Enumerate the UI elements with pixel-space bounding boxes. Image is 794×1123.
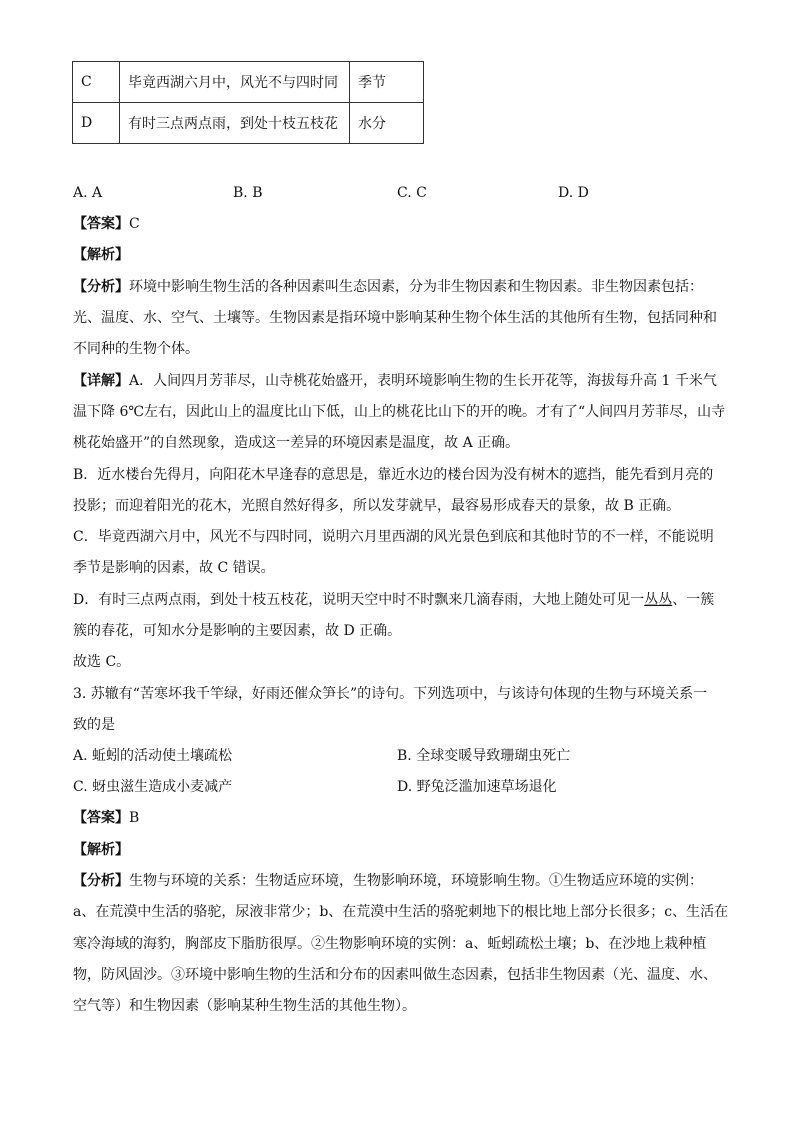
q2-xiangjie-line-8 — [73, 590, 714, 610]
fenxi-tag: 【分析】 — [73, 873, 129, 889]
answer-value: B — [129, 810, 140, 826]
q3-fenxi-line-1 — [73, 871, 703, 891]
analysis-tag: 【解析】 — [73, 247, 129, 263]
q3-fenxi-line-2: a、在荒漠中生活的骆驼，尿液非常少；b、在荒漠中生活的骆驼刺地下的根比地上部分长很多；c、生活在 — [73, 904, 729, 920]
q3-choice-c: C. 蚜虫滋生造成小麦减产 — [73, 779, 233, 795]
analysis-tag: 【解析】 — [73, 842, 129, 858]
q2-xiangjie-line-7: 季节是影响的因素，故 C 错误。 — [73, 560, 275, 576]
q2-choice-d: D. D — [558, 185, 589, 201]
paragraph-text: 生物与环境的关系：生物适应环境，生物影响环境，环境影响生物。①生物适应环境的实例： — [129, 873, 703, 889]
q3-fenxi-line-4: 物，防风固沙。③环境中影响生物的生活和分布的因素叫做生态因素，包括非生物因素（光、温度、水、 — [73, 967, 717, 983]
q2-fenxi-line-2: 光、温度、水、空气、土壤等。生物因素是指环境中影响某种生物个体生活的其他所有生物，包括同种和 — [73, 310, 717, 326]
q3-analysis-tag — [73, 840, 129, 860]
table-row — [73, 103, 424, 144]
q2-fenxi-line-1 — [73, 277, 703, 297]
xiangjie-tag: 【详解】 — [73, 373, 129, 389]
table-cell-factor: 水分 — [350, 103, 424, 144]
table-row — [73, 62, 424, 103]
q2-xiangjie-line-1 — [73, 371, 717, 391]
answer-tag: 【答案】 — [73, 810, 129, 826]
underlined-text: 丛丛 — [644, 592, 673, 608]
paragraph-text: D．有时三点两点雨，到处十枝五枝花，说明天空中时不时飘来几滴春雨，大地上随处可见一 — [73, 592, 645, 608]
q3-choice-a: A. 蚯蚓的活动使土壤疏松 — [73, 748, 233, 764]
paragraph-text: 环境中影响生物生活的各种因素叫生态因素，分为非生物因素和生物因素。非生物因素包括： — [129, 279, 703, 295]
q2-choice-b: B. B — [233, 185, 263, 201]
q2-answer-line — [73, 214, 140, 234]
q2-fenxi-line-3: 不同种的生物个体。 — [73, 341, 199, 357]
q2-xiangjie-line-5: 投影；而迎着阳光的花木，光照自然好得多，所以发芽就早，最容易形成春天的景象，故 B 正确。 — [73, 498, 681, 514]
q3-fenxi-line-5: 空气等）和生物因素（影响某种生物生活的其他生物）。 — [73, 998, 416, 1014]
q3-stem-line-2: 致的是 — [73, 717, 115, 733]
q2-xiangjie-line-9: 簇的春花，可知水分是影响的主要因素，故 D 正确。 — [73, 623, 402, 639]
q2-analysis-tag — [73, 245, 129, 265]
options-table — [72, 61, 424, 144]
table-cell-letter: D — [73, 103, 120, 144]
table-cell-poem: 毕竟西湖六月中，风光不与四时同 — [120, 62, 350, 103]
paragraph-text: 、一簇 — [672, 592, 715, 608]
table-cell-letter: C — [73, 62, 120, 103]
q3-choice-d: D. 野兔泛滥加速草场退化 — [397, 779, 557, 795]
answer-value: C — [129, 216, 140, 232]
table-cell-factor: 季节 — [350, 62, 424, 103]
q2-conclusion: 故选 C。 — [73, 654, 131, 670]
q3-choice-b: B. 全球变暖导致珊瑚虫死亡 — [397, 748, 571, 764]
q2-choice-a: A. A — [73, 185, 103, 201]
q2-xiangjie-line-3: 桃花始盛开”的自然现象，造成这一差异的环境因素是温度，故 A 正确。 — [73, 435, 520, 451]
fenxi-tag: 【分析】 — [73, 279, 129, 295]
q3-fenxi-line-3: 寒冷海域的海豹，胸部皮下脂肪很厚。②生物影响环境的实例：a、蚯蚓疏松土壤；b、在沙地上栽种植 — [73, 936, 707, 952]
q2-choice-c: C. C — [397, 185, 427, 201]
paragraph-text: A．人间四月芳菲尽，山寺桃花始盛开，表明环境影响生物的生长开花等，海拔每升高 1 千米气 — [129, 373, 717, 389]
q2-xiangjie-line-2: 温下降 6℃左右，因此山上的温度比山下低，山上的桃花比山下的开的晚。才有了“人间四月芳菲尽，山寺 — [73, 404, 726, 420]
q2-xiangjie-line-6: C．毕竟西湖六月中，风光不与四时同，说明六月里西湖的风光景色到底和其他时节的不一样，不能说明 — [73, 529, 714, 545]
q3-answer-line — [73, 808, 139, 828]
answer-tag: 【答案】 — [73, 216, 129, 232]
q2-xiangjie-line-4: B．近水楼台先得月，向阳花木早逢春的意思是，靠近水边的楼台因为没有树木的遮挡，能先看到月亮的 — [73, 467, 714, 483]
q3-stem-line-1: 3. 苏辙有“苦寒坏我千竿绿，好雨还催众笋长”的诗句。下列选项中，与该诗句体现的生物与环境关系一 — [73, 686, 708, 702]
table-cell-poem: 有时三点两点雨，到处十枝五枝花 — [120, 103, 350, 144]
